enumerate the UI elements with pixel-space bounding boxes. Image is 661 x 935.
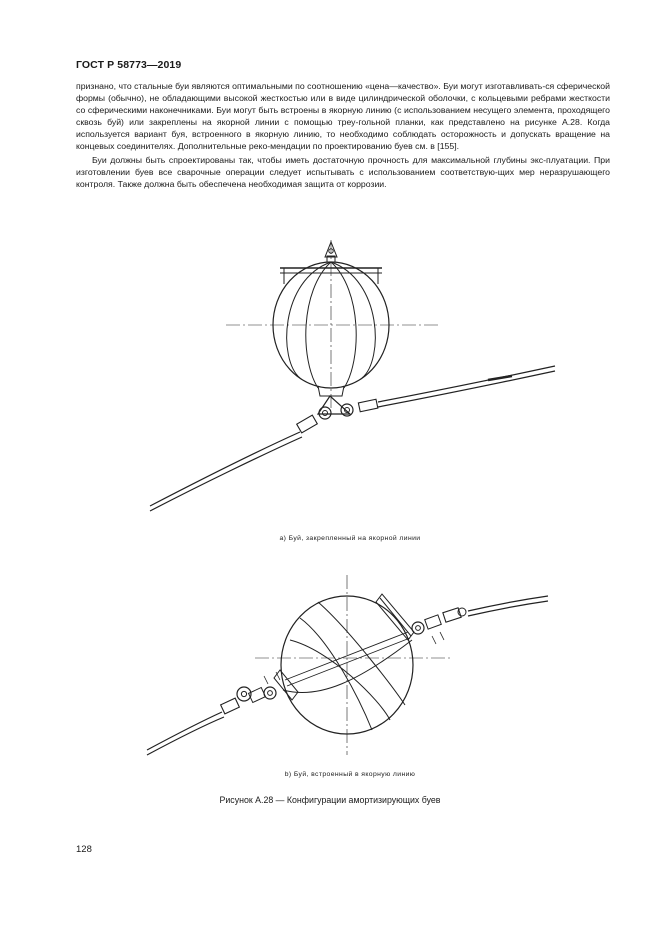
page-number: 128 — [76, 844, 92, 855]
paragraph-2: Буи должны быть спроектированы так, чтобы иметь достаточную прочность для максимальной глубины экс-плуатации. При изготовлении буев все сварочные операции следует испытывать с использованием соответствую-щих мер неразрушающего контроля. Также должна быть обеспечена необходимая защита от коррозии. — [76, 154, 610, 189]
figure-title: Рисунок А.28 — Конфигурации амортизирующих буев — [219, 795, 441, 805]
document-header: ГОСТ Р 58773—2019 — [76, 59, 182, 71]
figure-caption-a: а) Буй, закрепленный на якорной линии — [279, 535, 421, 542]
figure-caption-b: b) Буй, встроенный в якорную линию — [284, 771, 416, 778]
buoy-a-drawing — [150, 240, 555, 511]
paragraph-1: признано, что стальные буи являются оптимальными по соотношению «цена—качество». Буи могут изготавливать-ся сферической формы (обычно), не обладающими высокой жесткостью или в виде цилиндрической оболочки, с кольцевыми ребрами жесткости со сферическими наконечниками. Буи могут быть встроены в якорную линию (с использованием несущего элемента, проходящего сквозь буй) или закреплены на якорной линии с помощью треу-гольной планки, как представлено на рисунке А.28. Когда используется вариант буя, встроенного в якорную линию, то необходимо соблюдать осторожность и допускать вращение на концевых соединителях. Дополнительные реко-мендации по проектированию буев см. в [155]. — [76, 81, 610, 152]
buoy-b-drawing — [147, 575, 548, 755]
